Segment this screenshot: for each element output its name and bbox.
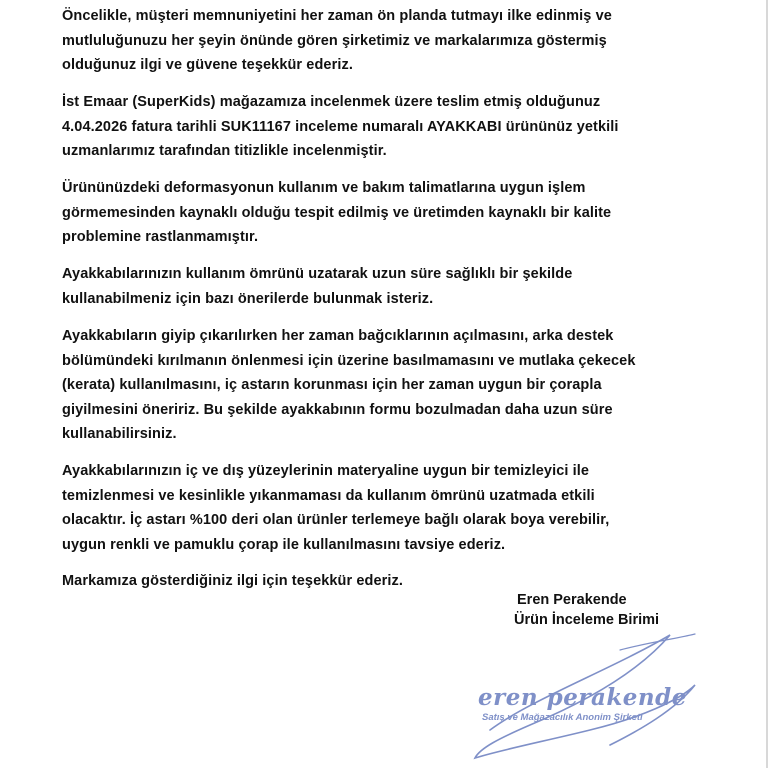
signature-block bbox=[514, 590, 659, 630]
text-line: uzmanlarımız tarafından titizlikle incelenmiştir. bbox=[62, 143, 387, 159]
text-line: uygun renkli ve pamuklu çorap ile kullanılmasını tavsiye ederiz. bbox=[62, 536, 506, 553]
text-line: mutluluğunuzu her şeyin önünde gören şirketimiz ve markalarımıza göstermiş bbox=[62, 32, 607, 49]
paragraph-inspection bbox=[62, 90, 742, 164]
text-line: görmemesinden kaynaklı olduğu tespit edilmiş ve üretimden kaynaklı bir kalite bbox=[62, 204, 612, 221]
text-line: Ayakkabıların giyip çıkarılırken her zaman bağcıklarının açılmasını, arka destek bbox=[62, 328, 614, 344]
text-line: olacaktır. İç astarı %100 deri olan ürünler terlemeye bağlı olarak boya verebilir, bbox=[62, 512, 610, 528]
signature-company: Eren Perakende bbox=[517, 592, 627, 608]
text-line: Ayakkabılarınızın iç ve dış yüzeylerinin materyaline uygun bir temizleyici ile bbox=[62, 463, 590, 479]
text-line: temizlenmesi ve kesinlikle yıkanmaması da kullanım ömrünü uzatmada etkili bbox=[62, 487, 595, 504]
text-line: Öncelikle, müşteri memnuniyetini her zaman ön planda tutmayı ilke edinmiş ve bbox=[62, 8, 612, 24]
text-line: Markamıza gösterdiğiniz ilgi için teşekkür ederiz. bbox=[62, 573, 404, 589]
stamp-logo: eren perakende bbox=[478, 684, 687, 711]
text-line: olduğunuz ilgi ve güvene teşekkür ederiz. bbox=[62, 57, 353, 73]
text-line: giyilmesini öneririz. Bu şekilde ayakkabının formu bozulmadan daha uzun süre bbox=[62, 401, 613, 418]
text-line: 4.04.2026 fatura tarihli SUK11167 inceleme numaralı AYAKKABI ürününüz yetkili bbox=[62, 118, 619, 135]
text-line: kullanabilirsiniz. bbox=[62, 426, 177, 442]
paragraph-thanks bbox=[62, 4, 742, 78]
signature-department: Ürün İnceleme Birimi bbox=[514, 612, 660, 628]
paragraph-usage-advice bbox=[62, 324, 742, 447]
text-line: bölümündeki kırılmanın önlenmesi için üzerine basılmamasını ve mutlaka çekecek bbox=[62, 352, 636, 369]
paragraph-result bbox=[62, 176, 742, 250]
paragraph-recommendation-intro bbox=[62, 262, 742, 311]
paragraph-cleaning-advice bbox=[62, 459, 742, 557]
text-line: Ürününüzdeki deformasyonun kullanım ve bakım talimatlarına uygun işlem bbox=[62, 180, 586, 196]
text-line: kullanabilmeniz için bazı önerilerde bulunmak isteriz. bbox=[62, 290, 434, 307]
text-line: problemine rastlanmamıştır. bbox=[62, 229, 259, 245]
text-line: (kerata) kullanılmasını, iç astarın korunması için her zaman uygun bir çorapla bbox=[62, 377, 602, 393]
text-line: İst Emaar (SuperKids) mağazamıza incelenmek üzere teslim etmiş olduğunuz bbox=[62, 94, 601, 110]
text-line: Ayakkabılarınızın kullanım ömrünü uzatarak uzun süre sağlıklı bir şekilde bbox=[62, 266, 573, 282]
stamp-subtitle: Satış ve Mağazacılık Anonim Şirketi bbox=[482, 712, 643, 723]
